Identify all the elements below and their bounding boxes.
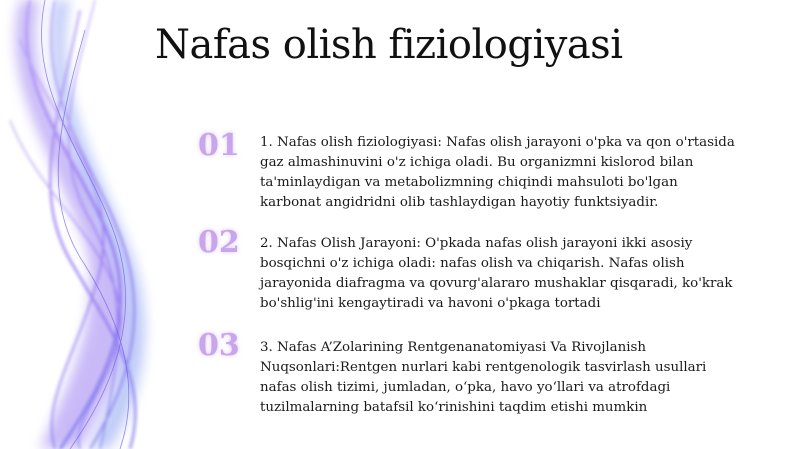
item-text-02: 2. Nafas Olish Jarayoni: O'pkada nafas olish jarayoni ikki asosiy bosqichni o'z ichiga oladi: nafas olish va chiqarish. Nafas olish jarayonida diafragma va qovurg'alararo mushaklar qisqaradi, ko'krak bo'shlig'ini kengaytiradi va havoni o'pkaga tortadi [260, 236, 733, 311]
item-text-01: 1. Nafas olish fiziologiyasi: Nafas olish jarayoni o'pka va qon o'rtasida gaz almashinuvini o'z ichiga oladi. Bu organizmni kislorod bilan ta'minlaydigan va metabolizmning chiqindi mahsuloti bo'lgan karbonat angidridni olib tashlaydigan hayotiy funktsiyadir. [260, 135, 735, 210]
item-number-01: 01 [198, 128, 240, 163]
item-number-02: 02 [198, 225, 240, 260]
item-text-03: 3. Nafas A’Zolarining Rentgenanatomiyasi Va Rivojlanish Nuqsonlari:Rentgen nurlari kabi rentgenologik tasvirlash usullari nafas olish tizimi, jumladan, o‘pka, havo yo‘llari va atrofdagi tuzilmalarning batafsil ko‘rinishini taqdim etishi mumkin [260, 340, 707, 415]
item-number-03: 03 [198, 328, 240, 363]
slide-title: Nafas olish fiziologiyasi [155, 22, 623, 68]
